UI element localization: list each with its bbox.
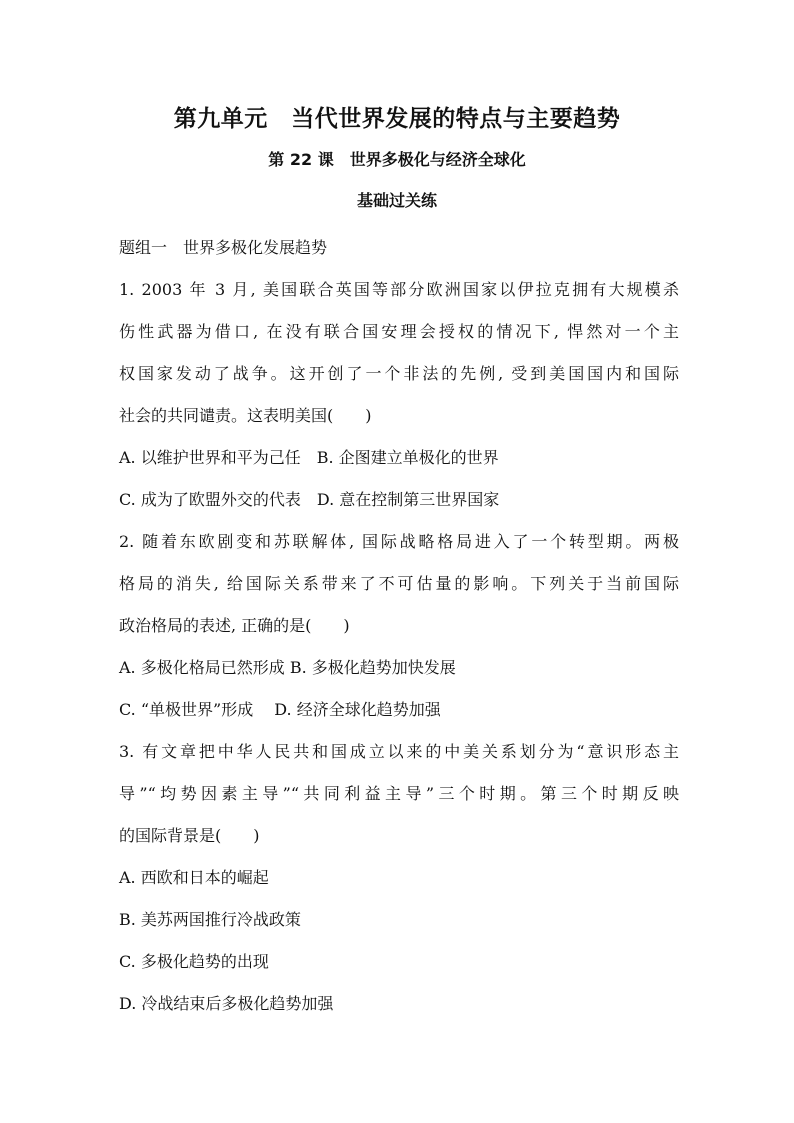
question-stem-line: 3. 有文章把中华人民共和国成立以来的中美关系划分为“意识形态主 bbox=[119, 742, 679, 761]
question-stem-line: 格局的消失, 给国际关系带来了不可估量的影响。下列关于当前国际 bbox=[119, 574, 679, 593]
unit-title: 第九单元 当代世界发展的特点与主要趋势 bbox=[173, 106, 621, 132]
question-option-line: C. “单极世界”形成 D. 经济全球化趋势加强 bbox=[119, 700, 441, 719]
question-stem-line: 伤性武器为借口, 在没有联合国安理会授权的情况下, 悍然对一个主 bbox=[119, 322, 679, 341]
question-stem-line: 权国家发动了战争。这开创了一个非法的先例, 受到美国国内和国际 bbox=[119, 364, 679, 383]
question-stem-line: 1. 2003 年 3 月, 美国联合英国等部分欧洲国家以伊拉克拥有大规模杀 bbox=[119, 280, 679, 299]
question-stem-line: 2. 随着东欧剧变和苏联解体, 国际战略格局进入了一个转型期。两极 bbox=[119, 532, 679, 551]
question-option-line: B. 美苏两国推行冷战政策 bbox=[119, 910, 301, 929]
question-body bbox=[119, 227, 679, 1025]
question-stem-line: 导”“均势因素主导”“共同利益主导”三个时期。第三个时期反映 bbox=[119, 784, 679, 803]
lesson-title: 第 22 课 世界多极化与经济全球化 bbox=[268, 150, 526, 169]
question-stem-line: 政治格局的表述, 正确的是( ) bbox=[119, 616, 350, 635]
question-option-line: C. 多极化趋势的出现 bbox=[119, 952, 269, 971]
question-option-line: A. 以维护世界和平为己任 B. 企图建立单极化的世界 bbox=[119, 448, 499, 467]
group-title: 题组一 世界多极化发展趋势 bbox=[119, 238, 328, 257]
question-option-line: A. 多极化格局已然形成 B. 多极化趋势加快发展 bbox=[119, 658, 456, 677]
question-option-line: A. 西欧和日本的崛起 bbox=[119, 868, 269, 887]
question-3 bbox=[119, 731, 679, 1025]
question-2 bbox=[119, 521, 679, 731]
question-option-line: C. 成为了欧盟外交的代表 D. 意在控制第三世界国家 bbox=[119, 490, 500, 509]
question-option-line: D. 冷战结束后多极化趋势加强 bbox=[119, 994, 334, 1013]
question-stem-line: 社会的共同谴责。这表明美国( ) bbox=[119, 406, 372, 425]
question-1 bbox=[119, 269, 679, 521]
question-stem-line: 的国际背景是( ) bbox=[119, 826, 260, 845]
section-title: 基础过关练 bbox=[356, 191, 437, 210]
